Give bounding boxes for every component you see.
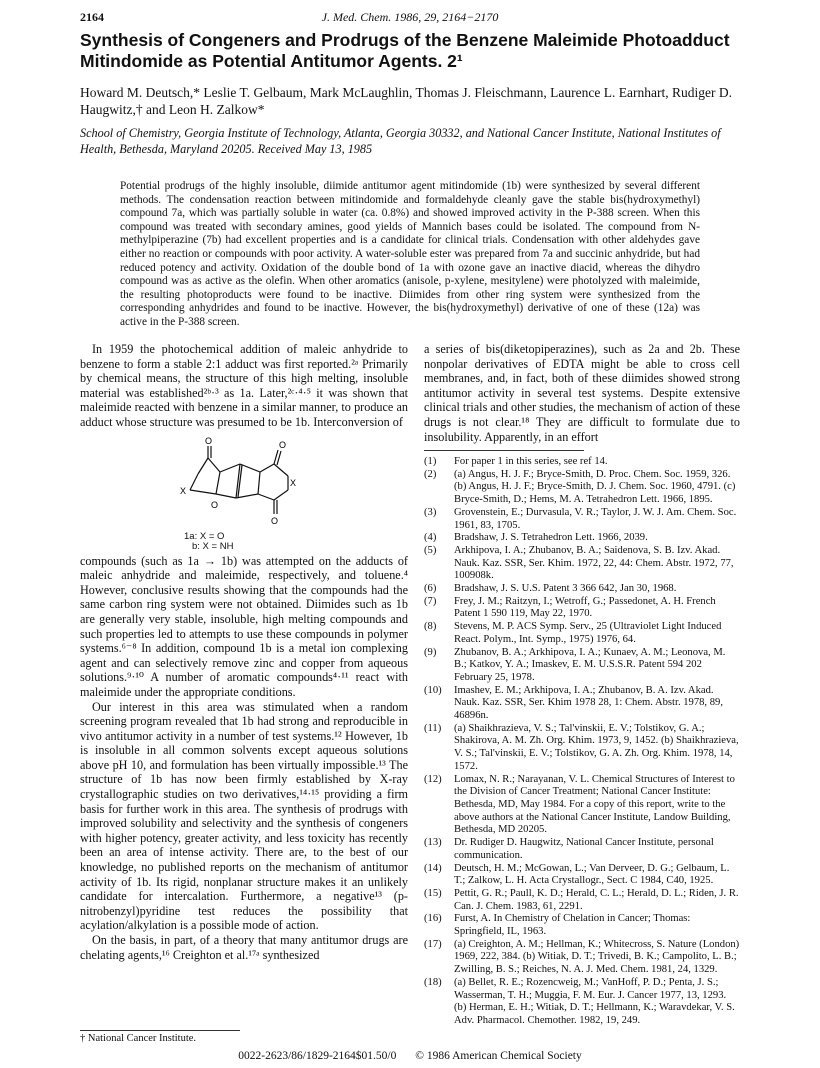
author-list: Howard M. Deutsch,* Leslie T. Gelbaum, Mark McLaughlin, Thomas J. Fleischmann, Laurence L. Earnhart, Rudiger D. Haugwitz,† and Leon H. Zalkow*: [80, 85, 732, 117]
right-column: [424, 342, 740, 444]
reference-item: (15) Pettit, G. R.; Paull, K. D.; Herald, C. L.; Herald, D. L.; Riden, J. R. Can. J. Chem. 1983, 61, 2291.: [424, 887, 739, 912]
svg-text:O: O: [279, 439, 287, 450]
svg-text:O: O: [205, 435, 213, 446]
journal-citation: J. Med. Chem. 1986, 29, 2164−2170: [321, 10, 499, 24]
reference-item: (2) (a) Angus, H. J. F.; Bryce-Smith, D. Proc. Chem. Soc. 1959, 326. (b) Angus, H. J. F.; Bryce-Smith, D. J. Chem. Soc. 1960, 4791. (c) Bryce-Smith, D.; Hems, M. A. Tetrahedron Lett. 1966, 1895.: [424, 468, 736, 506]
reference-item: (7) Frey, J. M.; Raitzyn, I.; Wetroff, G.; Passedonet, A. H. French Patent 1 590 119, May 22, 1970.: [424, 595, 716, 620]
reference-item: (8) Stevens, M. P. ACS Symp. Serv., 25 (Ultraviolet Light Induced React. Polym., Int. Symp., 1975) 1976, 64.: [424, 621, 722, 645]
body-paragraph: compounds (such as 1a → 1b) was attempted on the adducts of maleic anhydride and maleimide, respectively, and toluene.⁴ However, conclusive results showing that the compounds had the same carbon ring system were not obtained. Diimides such as 1b are generally very stable, insoluble, high melting compounds and such properties led to attempts to use these compounds in polymer systems.⁶⁻⁸ In addition, compound 1b is a metal ion complexing agent and can selectively remove zinc and copper from aqueous solutions.⁹·¹⁰ A number of aromatic compounds⁴·¹¹ react with maleimide under the appropriate conditions.: [80, 553, 408, 699]
reference-list: [424, 456, 740, 1028]
svg-text:X: X: [180, 485, 187, 496]
body-paragraph: On the basis, in part, of a theory that many antitumor drugs are chelating agents,¹⁶ Creighton et al.¹⁷ᵃ synthesized: [80, 933, 408, 962]
affiliation: School of Chemistry, Georgia Institute of Technology, Atlanta, Georgia 30332, and National Cancer Institute, National Institutes of Health, Bethesda, Maryland 20205. Received May 13, 1985: [80, 126, 721, 156]
copyright: © 1986 American Chemical Society: [415, 1050, 582, 1062]
svg-text:O: O: [211, 499, 219, 510]
abstract: Potential prodrugs of the highly insoluble, diimide antitumor agent mitindomide (1b) were synthesized by several different methods. The condensation reaction between mitindomide and formaldehyde cleanly gave the stable bis(hydroxymethyl) compound 7a, which was partially soluble in water (ca. 0.8%) and showed improved activity in the P-388 screen. When this compound was treated with secondary amines, good yields of Mannich bases could be isolated. The compound from N-methylpiperazine (7b) had excellent properties and is a candidate for clinical trials. Condensation with other aldehydes gave either no reaction or compounds with poor activity. A water-soluble ester was prepared from 7a and succinic anhydride, but had reduced potency and activity. Oxidation of the double bond of 1a with ozone gave an inactive diacid, whereas the dihydro compound was as active as the olefin. When other aromatics (anisole, p-xylene, mesitylene) were photolyzed with maleimide, the resulting photoproducts were found to be inactive. Diimides from other ring system were synthesized from the corresponding anhydrides and found to be inactive. However, the bis(hydroxymethyl) derivative of one of these (12a) was active in the P-388 screen.: [120, 180, 700, 328]
footnote: † National Cancer Institute.: [80, 1033, 197, 1044]
body-paragraph: a series of bis(diketopiperazines), such as 2a and 2b. These nonpolar derivatives of EDTA might be able to cross cell membranes, and, in fact, both of these diimides showed strong antitumor activity in several test systems. Despite extensive clinical trials and other studies, the mechanism of action of these drugs is not clear.¹⁸ They are difficult to formulate due to insolubility. Apparently, in an effort: [424, 342, 740, 444]
body-paragraph: Our interest in this area was stimulated when a random screening program revealed that 1b had strong and reproducible in vivo antitumor activity in a number of test systems.¹² However, 1b is insoluble in all common solvents except aqueous solutions above pH 10, and formulation has been virtually impossible.¹³ The structure of 1b has now been firmly established by X-ray crystallographic studies on two derivatives,¹⁴·¹⁵ providing a firm basis for further work in this area. The synthesis of prodrugs with improved solubility and selectivity and the synthesis of congeners with higher potency, greater activity, and less toxicity has recently been an area of intense activity. There are, to the best of our knowledge, no published reports on the mechanism of antitumor activity of 1b. Its rigid, nonplanar structure makes it an unlikely candidate for intercalation. Furthermore, a negative¹³ (p-nitrobenzyl)pyridine test reduces the possibility that acylation/alkylation is a possible mode of action.: [80, 699, 408, 933]
structure-label-1b: b: X = NH: [192, 540, 234, 552]
reference-item: (6) Bradshaw, J. S. U.S. Patent 3 366 642, Jan 30, 1968.: [424, 583, 677, 595]
reference-item: (16) Furst, A. In Chemistry of Chelation in Cancer; Thomas: Springfield, IL, 1963.: [424, 913, 691, 938]
mitindomide-structure-diagram: [150, 434, 330, 552]
page-number: 2164: [80, 10, 104, 24]
body-paragraph: In 1959 the photochemical addition of maleic anhydride to benzene to form a stable 2:1 adduct was first reported.²ᵃ Primarily by chemical means, the structure of this high melting, insoluble material was established²ᵇ·³ as 1a. Later,²ᶜ·⁴·⁵ it was shown that maleimide reacted with benzene in a similar manner, to produce an adduct whose structure was presumed to be 1b. Interconversion of: [80, 342, 408, 429]
reference-item: (10) Imashev, E. M.; Arkhipova, I. A.; Zhubanov, B. A. Izv. Akad. Nauk. Kaz. SSR, Ser. Khim 1978 28, 1: Chem. Abstr. 1978, 89, 46896n.: [424, 684, 723, 722]
reference-item: (17) (a) Creighton, A. M.; Hellman, K.; Whitecross, S. Nature (London) 1969, 222, 384. (b) Witiak, D. T.; Trivedi, B. K.; Campolito, L. B.; Zwilling, B. S.; Reiches, N. A. J. Med. Chem. 1981, 24, 1329.: [424, 938, 740, 976]
structure-label-1a: 1a: X = O: [184, 530, 225, 542]
structure-figure: [80, 434, 408, 552]
reference-item: (9) Zhubanov, B. A.; Arkhipova, I. A.; Kunaev, A. M.; Leonova, M. B.; Katkov, Y. A.; Imaskev, E. M. U.S.S.R. Patent 594 202 February 25, 1978.: [424, 646, 726, 683]
reference-item: (14) Deutsch, H. M.; McGowan, L.; Van Derveer, D. G.; Gelbaum, L. T.; Zalkow, L. H. Acta Crystallogr., Sect. C 1984, C40, 1925.: [424, 862, 730, 887]
reference-item: (5) Arkhipova, I. A.; Zhubanov, B. A.; Saidenova, S. B. Izv. Akad. Nauk. Kaz. SSR, Ser. Khim. 1972, 22, 44: Chem. Abstr. 1972, 77, 100908k.: [424, 544, 734, 582]
reference-item: (11) (a) Shaikhrazieva, V. S.; Tal'vinskii, E. V.; Tolstikov, G. A.; Shakirova, A. M. Zh. Org. Khim. 1973, 9, 1452. (b) Shaikhrazieva, V. S.; Tal'vinskii, E. V.; Tolstikov, G. A. Zh. Org. Khim. 1978, 14, 1572.: [424, 722, 739, 772]
running-header: [80, 10, 740, 26]
svg-text:O: O: [271, 515, 279, 526]
article-code: 0022-2623/86/1829-2164$01.50/0: [238, 1050, 397, 1062]
reference-item: (18) (a) Bellet, R. E.; Rozencweig, M.; VanHoff, P. D.; Penta, J. S.; Wasserman, T. H.; Muggia, F. M. Eur. J. Cancer 1977, 13, 1293. (b) Herman, E. H.; Witiak, D. T.; Hellmann, K.; Waravdekar, V. S. Adv. Pharmacol. Chemother. 1982, 19, 249.: [424, 976, 735, 1026]
references-divider: [424, 450, 584, 451]
left-column: [80, 342, 408, 962]
svg-text:X: X: [290, 477, 297, 488]
page-footer: [0, 1050, 820, 1062]
article-title: Synthesis of Congeners and Prodrugs of the Benzene Maleimide Photoadduct Mitindomide as Potential Antitumor Agents. 2¹: [80, 30, 730, 71]
reference-item: (1) For paper 1 in this series, see ref 14.: [424, 456, 608, 467]
reference-item: (12) Lomax, N. R.; Narayanan, V. L. Chemical Structures of Interest to the Division of Cancer Treatment; National Cancer Institute: Bethesda, MD, May 1984. For a copy of this report, write to the above authors at the National Cancer Institute, Landow Building, Bethesda, MD 20205.: [424, 773, 735, 836]
reference-item: (13) Dr. Rudiger D. Haugwitz, National Cancer Institute, personal communication.: [424, 837, 714, 861]
reference-item: (3) Grovenstein, E.; Durvasula, V. R.; Taylor, J. W. J. Am. Chem. Soc. 1961, 83, 1705.: [424, 506, 737, 531]
reference-item: (4) Bradshaw, J. S. Tetrahedron Lett. 1966, 2039.: [424, 532, 648, 544]
footnote-divider: [80, 1030, 240, 1031]
